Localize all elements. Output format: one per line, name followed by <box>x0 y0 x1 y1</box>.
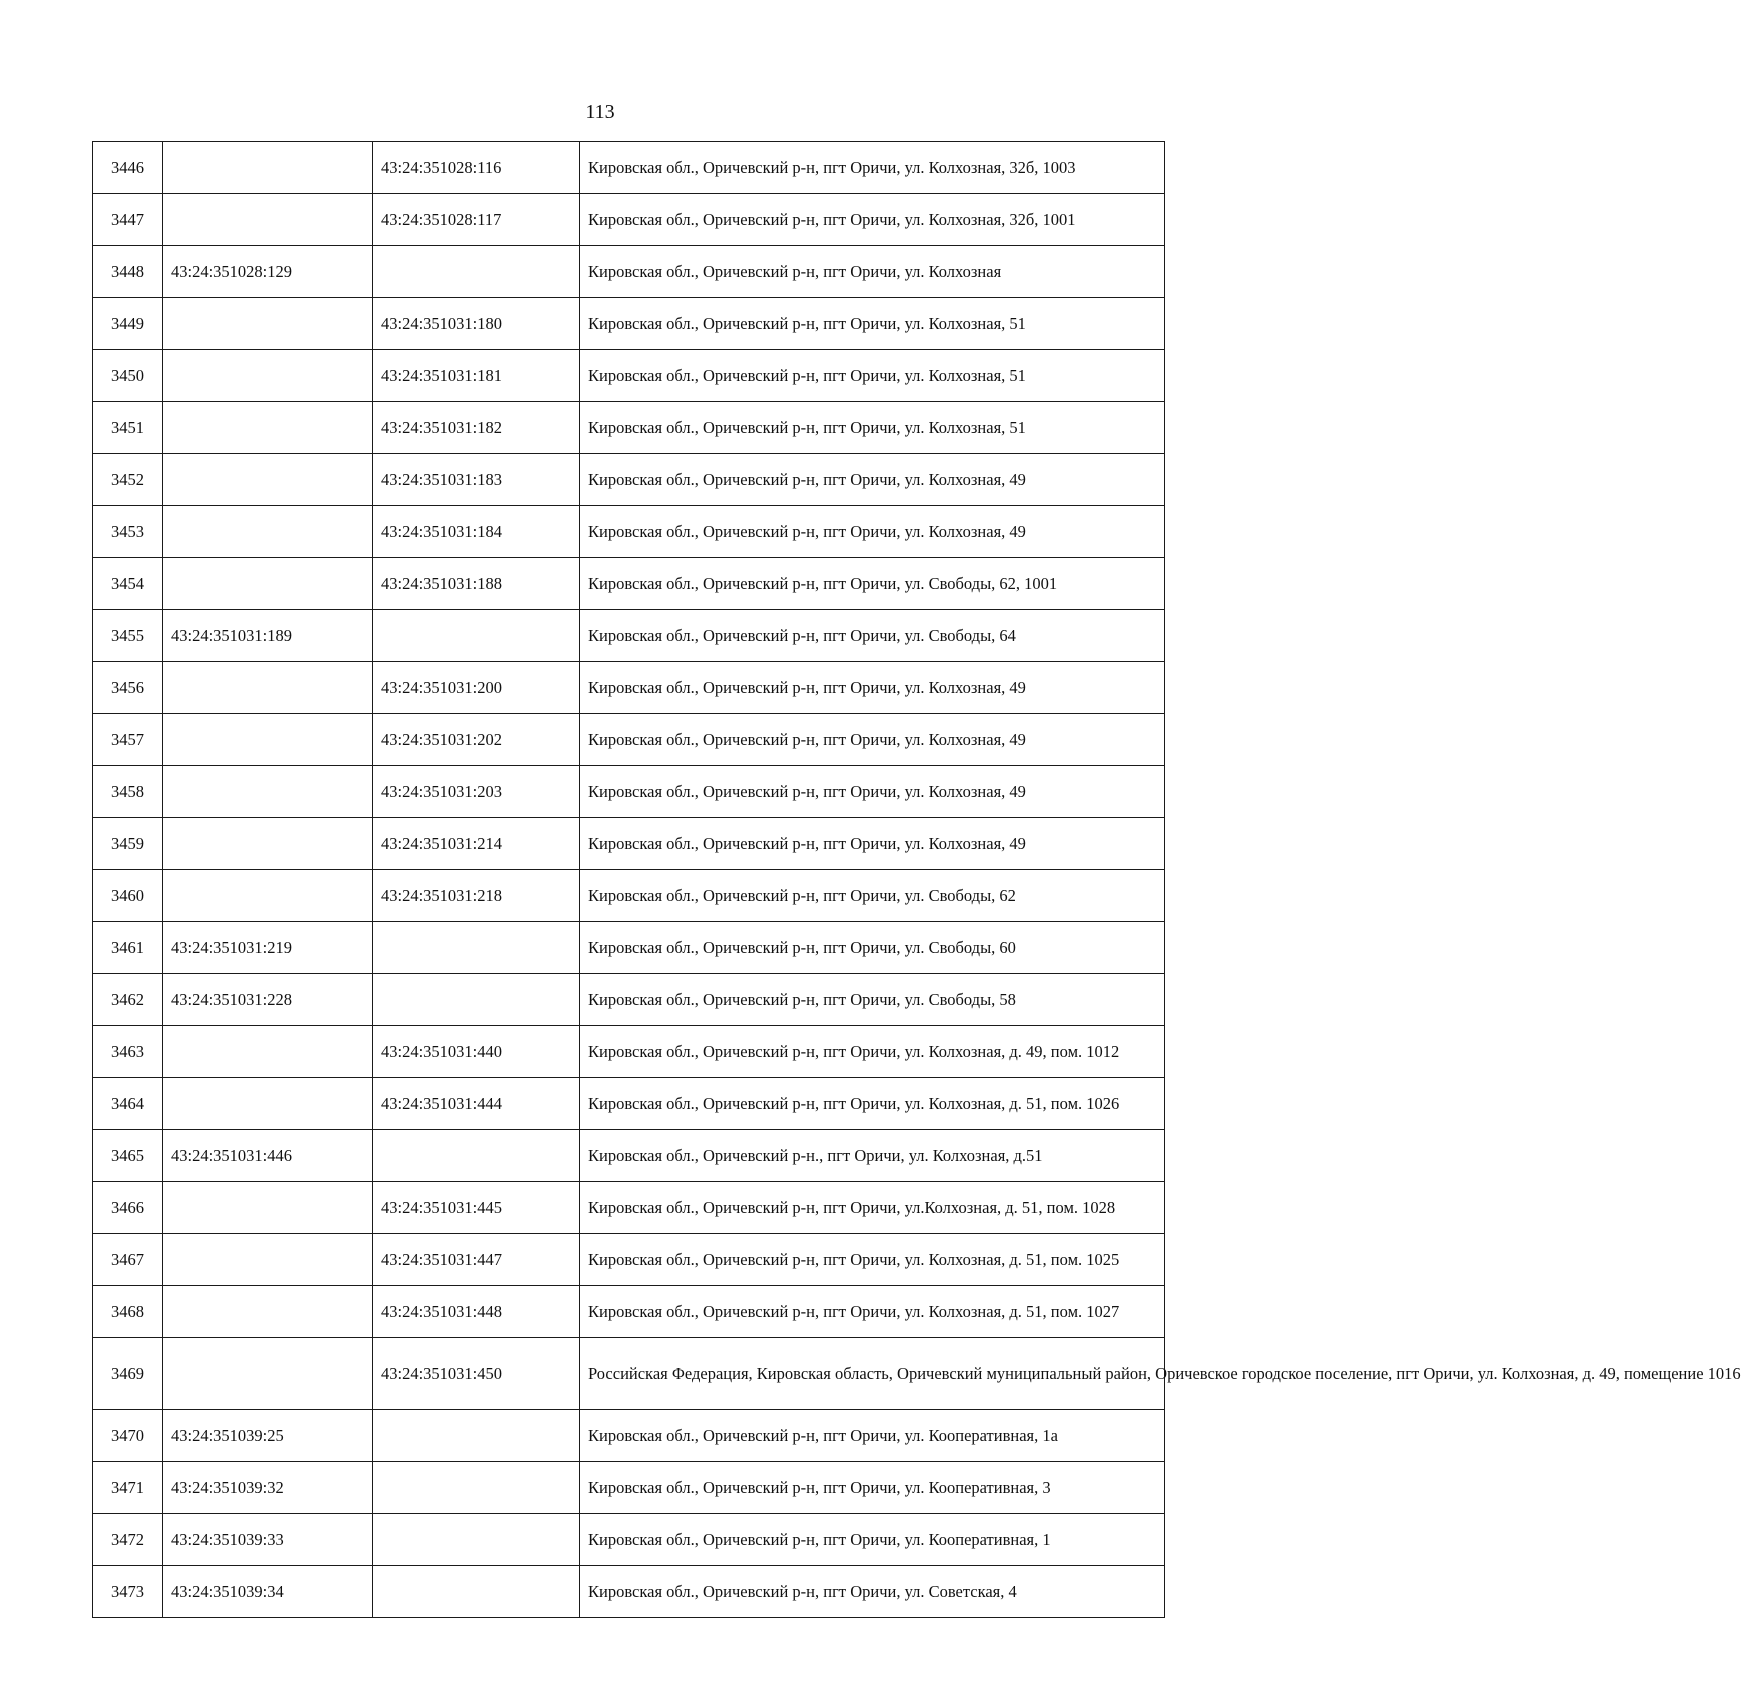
row-number: 3471 <box>93 1462 163 1514</box>
cadastral-number-a: 43:24:351031:228 <box>163 974 373 1026</box>
address: Кировская обл., Оричевский р-н, пгт Оричи, ул. Свободы, 58 <box>580 974 1165 1026</box>
cadastral-number-b: 43:24:351028:117 <box>373 194 580 246</box>
row-number: 3458 <box>93 766 163 818</box>
table-row <box>93 350 1165 402</box>
address: Кировская обл., Оричевский р-н, пгт Оричи, ул. Колхозная, д. 49, пом. 1012 <box>580 1026 1165 1078</box>
cadastral-number-a <box>163 142 373 194</box>
cadastral-number-b: 43:24:351031:444 <box>373 1078 580 1130</box>
cadastral-number-a <box>163 1078 373 1130</box>
cadastral-number-b <box>373 1566 580 1618</box>
address: Кировская обл., Оричевский р-н, пгт Оричи, ул. Колхозная, 32б, 1003 <box>580 142 1165 194</box>
table-row <box>93 142 1165 194</box>
table-row <box>93 974 1165 1026</box>
row-number: 3463 <box>93 1026 163 1078</box>
row-number: 3455 <box>93 610 163 662</box>
cadastral-number-b <box>373 1130 580 1182</box>
cadastral-number-a <box>163 766 373 818</box>
row-number: 3470 <box>93 1410 163 1462</box>
address: Кировская обл., Оричевский р-н, пгт Оричи, ул. Колхозная, 49 <box>580 766 1165 818</box>
address: Кировская обл., Оричевский р-н, пгт Оричи, ул. Колхозная, 32б, 1001 <box>580 194 1165 246</box>
cadastral-number-b: 43:24:351031:188 <box>373 558 580 610</box>
cadastral-number-b: 43:24:351031:450 <box>373 1338 580 1410</box>
row-number: 3453 <box>93 506 163 558</box>
address: Кировская обл., Оричевский р-н, пгт Оричи, ул. Колхозная, 51 <box>580 298 1165 350</box>
row-number: 3446 <box>93 142 163 194</box>
cadastral-number-a: 43:24:351031:189 <box>163 610 373 662</box>
cadastral-number-a <box>163 818 373 870</box>
cadastral-number-b: 43:24:351031:202 <box>373 714 580 766</box>
cadastral-number-b: 43:24:351031:184 <box>373 506 580 558</box>
table-row <box>93 1462 1165 1514</box>
table-row <box>93 610 1165 662</box>
address: Кировская обл., Оричевский р-н, пгт Оричи, ул. Колхозная, д. 51, пом. 1025 <box>580 1234 1165 1286</box>
table-row <box>93 454 1165 506</box>
table-row <box>93 1338 1165 1410</box>
address: Кировская обл., Оричевский р-н, пгт Оричи, ул. Колхозная, 49 <box>580 714 1165 766</box>
cadastral-number-b <box>373 974 580 1026</box>
cadastral-number-a <box>163 558 373 610</box>
table-row <box>93 1026 1165 1078</box>
row-number: 3461 <box>93 922 163 974</box>
page-number: 113 <box>585 101 615 123</box>
cadastral-number-a <box>163 350 373 402</box>
address: Кировская обл., Оричевский р-н, пгт Оричи, ул. Свободы, 62 <box>580 870 1165 922</box>
cadastral-number-a: 43:24:351028:129 <box>163 246 373 298</box>
row-number: 3448 <box>93 246 163 298</box>
table-row <box>93 714 1165 766</box>
row-number: 3452 <box>93 454 163 506</box>
registry-table <box>92 141 1741 1618</box>
cadastral-number-b: 43:24:351028:116 <box>373 142 580 194</box>
table-row <box>93 558 1165 610</box>
cadastral-number-a <box>163 662 373 714</box>
row-number: 3460 <box>93 870 163 922</box>
table-row <box>93 402 1165 454</box>
row-number: 3462 <box>93 974 163 1026</box>
address: Кировская обл., Оричевский р-н, пгт Оричи, ул. Кооперативная, 3 <box>580 1462 1165 1514</box>
address: Кировская обл., Оричевский р-н, пгт Оричи, ул. Колхозная, 51 <box>580 402 1165 454</box>
table-row <box>93 1130 1165 1182</box>
address: Кировская обл., Оричевский р-н, пгт Оричи, ул. Колхозная, 49 <box>580 662 1165 714</box>
row-number: 3467 <box>93 1234 163 1286</box>
address: Кировская обл., Оричевский р-н, пгт Оричи, ул. Колхозная, 49 <box>580 506 1165 558</box>
row-number: 3447 <box>93 194 163 246</box>
address: Кировская обл., Оричевский р-н, пгт Оричи, ул.Колхозная, д. 51, пом. 1028 <box>580 1182 1165 1234</box>
cadastral-number-b: 43:24:351031:448 <box>373 1286 580 1338</box>
address: Кировская обл., Оричевский р-н, пгт Оричи, ул. Колхозная, д. 51, пом. 1026 <box>580 1078 1165 1130</box>
cadastral-number-a: 43:24:351039:33 <box>163 1514 373 1566</box>
table-row <box>93 506 1165 558</box>
table-row <box>93 1234 1165 1286</box>
table-row <box>93 662 1165 714</box>
cadastral-number-a: 43:24:351039:25 <box>163 1410 373 1462</box>
address: Кировская обл., Оричевский р-н, пгт Оричи, ул. Колхозная <box>580 246 1165 298</box>
cadastral-number-b: 43:24:351031:203 <box>373 766 580 818</box>
row-number: 3465 <box>93 1130 163 1182</box>
cadastral-number-b: 43:24:351031:440 <box>373 1026 580 1078</box>
row-number: 3469 <box>93 1338 163 1410</box>
table-row <box>93 1410 1165 1462</box>
address: Кировская обл., Оричевский р-н, пгт Оричи, ул. Колхозная, 49 <box>580 454 1165 506</box>
cadastral-number-a <box>163 454 373 506</box>
cadastral-number-a: 43:24:351039:34 <box>163 1566 373 1618</box>
row-number: 3473 <box>93 1566 163 1618</box>
table-row <box>93 194 1165 246</box>
row-number: 3472 <box>93 1514 163 1566</box>
table-row <box>93 1286 1165 1338</box>
row-number: 3464 <box>93 1078 163 1130</box>
row-number: 3450 <box>93 350 163 402</box>
address: Кировская обл., Оричевский р-н, пгт Оричи, ул. Колхозная, д. 51, пом. 1027 <box>580 1286 1165 1338</box>
table-row <box>93 766 1165 818</box>
address: Кировская обл., Оричевский р-н, пгт Оричи, ул. Кооперативная, 1 <box>580 1514 1165 1566</box>
row-number: 3454 <box>93 558 163 610</box>
row-number: 3468 <box>93 1286 163 1338</box>
cadastral-number-b: 43:24:351031:218 <box>373 870 580 922</box>
cadastral-number-b <box>373 1514 580 1566</box>
table-row <box>93 1514 1165 1566</box>
address: Кировская обл., Оричевский р-н, пгт Оричи, ул. Советская, 4 <box>580 1566 1165 1618</box>
cadastral-number-a <box>163 194 373 246</box>
row-number: 3456 <box>93 662 163 714</box>
cadastral-number-b <box>373 1462 580 1514</box>
cadastral-number-b: 43:24:351031:183 <box>373 454 580 506</box>
cadastral-number-a <box>163 1286 373 1338</box>
cadastral-number-b <box>373 1410 580 1462</box>
table-row <box>93 870 1165 922</box>
address: Кировская обл., Оричевский р-н., пгт Оричи, ул. Колхозная, д.51 <box>580 1130 1165 1182</box>
cadastral-number-a: 43:24:351031:219 <box>163 922 373 974</box>
row-number: 3451 <box>93 402 163 454</box>
cadastral-number-b <box>373 246 580 298</box>
cadastral-number-b <box>373 922 580 974</box>
cadastral-number-a <box>163 1182 373 1234</box>
table-row <box>93 1182 1165 1234</box>
cadastral-number-b: 43:24:351031:214 <box>373 818 580 870</box>
address: Кировская обл., Оричевский р-н, пгт Оричи, ул. Колхозная, 49 <box>580 818 1165 870</box>
cadastral-number-b: 43:24:351031:181 <box>373 350 580 402</box>
cadastral-number-a <box>163 1338 373 1410</box>
row-number: 3466 <box>93 1182 163 1234</box>
table-row <box>93 1078 1165 1130</box>
cadastral-number-b <box>373 610 580 662</box>
address: Кировская обл., Оричевский р-н, пгт Оричи, ул. Кооперативная, 1а <box>580 1410 1165 1462</box>
cadastral-number-b: 43:24:351031:180 <box>373 298 580 350</box>
row-number: 3457 <box>93 714 163 766</box>
cadastral-number-a: 43:24:351039:32 <box>163 1462 373 1514</box>
table-row <box>93 922 1165 974</box>
address: Кировская обл., Оричевский р-н, пгт Оричи, ул. Свободы, 60 <box>580 922 1165 974</box>
cadastral-number-a <box>163 402 373 454</box>
cadastral-number-a: 43:24:351031:446 <box>163 1130 373 1182</box>
cadastral-number-a <box>163 1234 373 1286</box>
table-row <box>93 246 1165 298</box>
table-row <box>93 818 1165 870</box>
table-row <box>93 1566 1165 1618</box>
cadastral-number-a <box>163 298 373 350</box>
cadastral-number-b: 43:24:351031:200 <box>373 662 580 714</box>
table-row <box>93 298 1165 350</box>
row-number: 3449 <box>93 298 163 350</box>
address: Кировская обл., Оричевский р-н, пгт Оричи, ул. Свободы, 62, 1001 <box>580 558 1165 610</box>
cadastral-number-a <box>163 506 373 558</box>
cadastral-number-b: 43:24:351031:182 <box>373 402 580 454</box>
cadastral-number-a <box>163 1026 373 1078</box>
cadastral-number-a <box>163 870 373 922</box>
address: Российская Федерация, Кировская область, Оричевский муниципальный район, Оричевское городское поселение, пгт Оричи, ул. Колхозная, д. 49, помещение 1016 <box>580 1338 1165 1410</box>
cadastral-number-b: 43:24:351031:447 <box>373 1234 580 1286</box>
row-number: 3459 <box>93 818 163 870</box>
address: Кировская обл., Оричевский р-н, пгт Оричи, ул. Свободы, 64 <box>580 610 1165 662</box>
address: Кировская обл., Оричевский р-н, пгт Оричи, ул. Колхозная, 51 <box>580 350 1165 402</box>
cadastral-number-b: 43:24:351031:445 <box>373 1182 580 1234</box>
cadastral-number-a <box>163 714 373 766</box>
registry-table-body <box>93 142 1741 1618</box>
